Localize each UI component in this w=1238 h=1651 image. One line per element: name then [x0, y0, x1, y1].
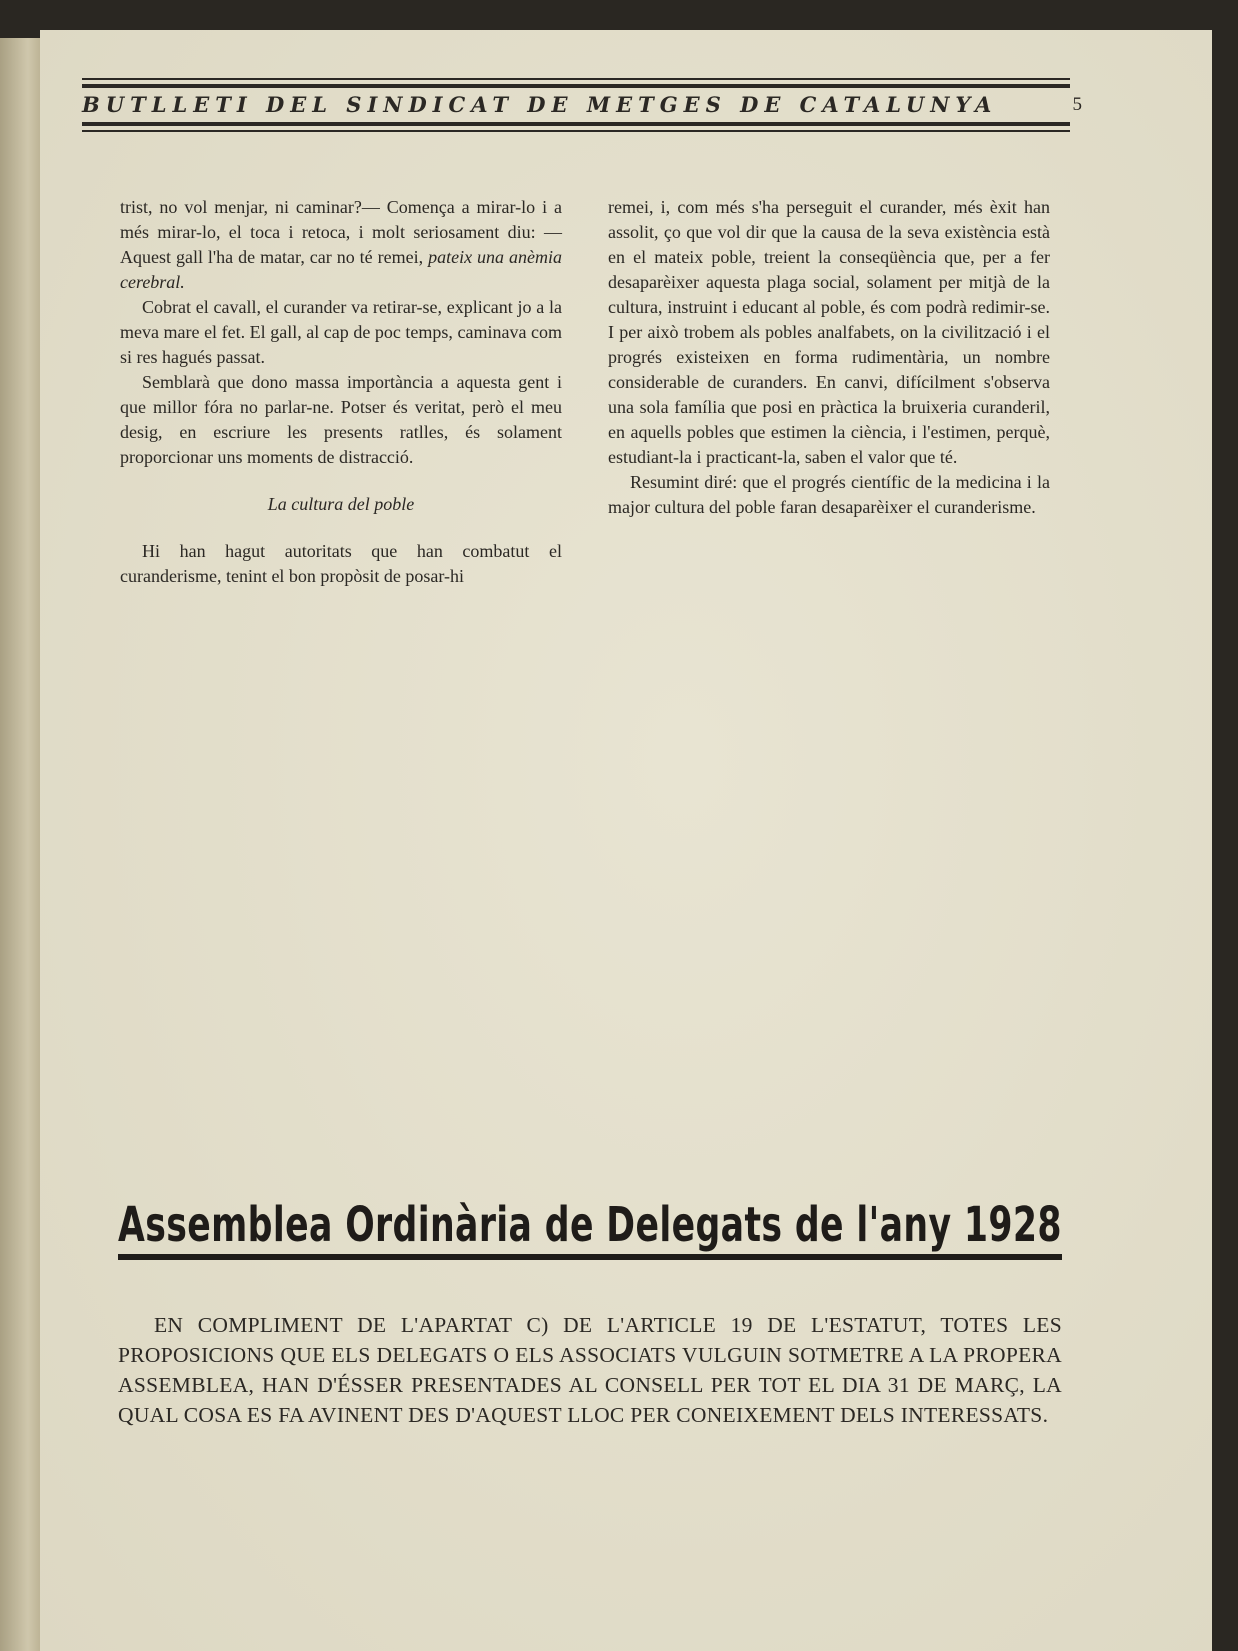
header-rule-bottom-thin [82, 130, 1070, 132]
left-paragraph-1-text: trist, no vol menjar, ni caminar?— Comença a mirar-lo i a més mirar-lo, el toca i retoca, i molt seriosament diu: —Aquest gall l'ha de matar, car no té remei, [120, 197, 562, 267]
assembly-heading: Assemblea Ordinària de Delegats de l'any 1928 [118, 1197, 1062, 1253]
header-rule-top-thin [82, 78, 1070, 80]
section-subheading: La cultura del poble [267, 494, 415, 514]
left-paragraph-1-italic: pateix una anèmia cerebral. [120, 247, 562, 292]
header-rule-top-thick [82, 84, 1070, 88]
assembly-heading-rule [118, 1254, 1062, 1260]
running-header [82, 78, 1082, 162]
page-number: 5 [1072, 94, 1082, 115]
assembly-notice: EN COMPLIMENT DE L'APARTAT C) DE L'ARTICLE 19 DE L'ESTATUT, TOTES LES PROPOSICIONS QUE ELS DELEGATS O ELS ASSOCIATS VULGUIN SOTMETRE A LA PROPERA ASSEMBLEA, HAN D'ÉSSER PRESENTADES AL CONSELL PER TOT EL DIA 31 DE MARÇ, LA QUAL COSA ES FA AVINENT DES D'AQUEST LLOC PER CONEIXEMENT DELS INTERESSATS. [118, 1313, 1062, 1427]
assembly-section [118, 1192, 1062, 1258]
journal-title: BUTLLETI DEL SINDICAT DE METGES DE CATALUNYA [82, 92, 998, 117]
left-paragraph-1 [120, 195, 562, 295]
right-paragraph-1: remei, i, com més s'ha perseguit el curander, més èxit han assolit, ço que vol dir que la causa de la seva existència està en el mateix poble, treient la conseqüència que, per a fer desaparèixer aquesta plaga social, solament per mitjà de la cultura, instruint i educant al poble, és com podrà redimir-se. I per això trobem als pobles analfabets, on la civilització i el progrés existeixen en forma rudimentària, un nombre considerable de curanders. En canvi, difícilment s'observa una sola família que posi en pràctica la bruixeria curanderil, en aquells pobles que estimen la ciència, i l'estimen, perquè, estudiant-la i practicant-la, saben el valor que té. [608, 197, 1050, 467]
left-column [120, 195, 562, 589]
left-paragraph-2: Cobrat el cavall, el curander va retirar-se, explicant jo a la meva mare el fet. El gall, al cap de poc temps, caminava com si res hagués passat. [120, 297, 562, 367]
right-column [608, 195, 1050, 520]
facing-page-edge [0, 38, 40, 1651]
right-paragraph-2: Resumint diré: que el progrés científic de la medicina i la major cultura del poble faran desaparèixer el curanderisme. [608, 472, 1050, 517]
header-rule-bottom-thick [82, 122, 1070, 126]
left-paragraph-3: Semblarà que dono massa importància a aquesta gent i que millor fóra no parlar-ne. Potser és veritat, però el meu desig, en escriure les presents ratlles, és solament proporcionar uns moments de distracció. [120, 372, 562, 467]
left-paragraph-4: Hi han hagut autoritats que han combatut el curanderisme, tenint el bon propòsit de posar-hi [120, 541, 562, 586]
